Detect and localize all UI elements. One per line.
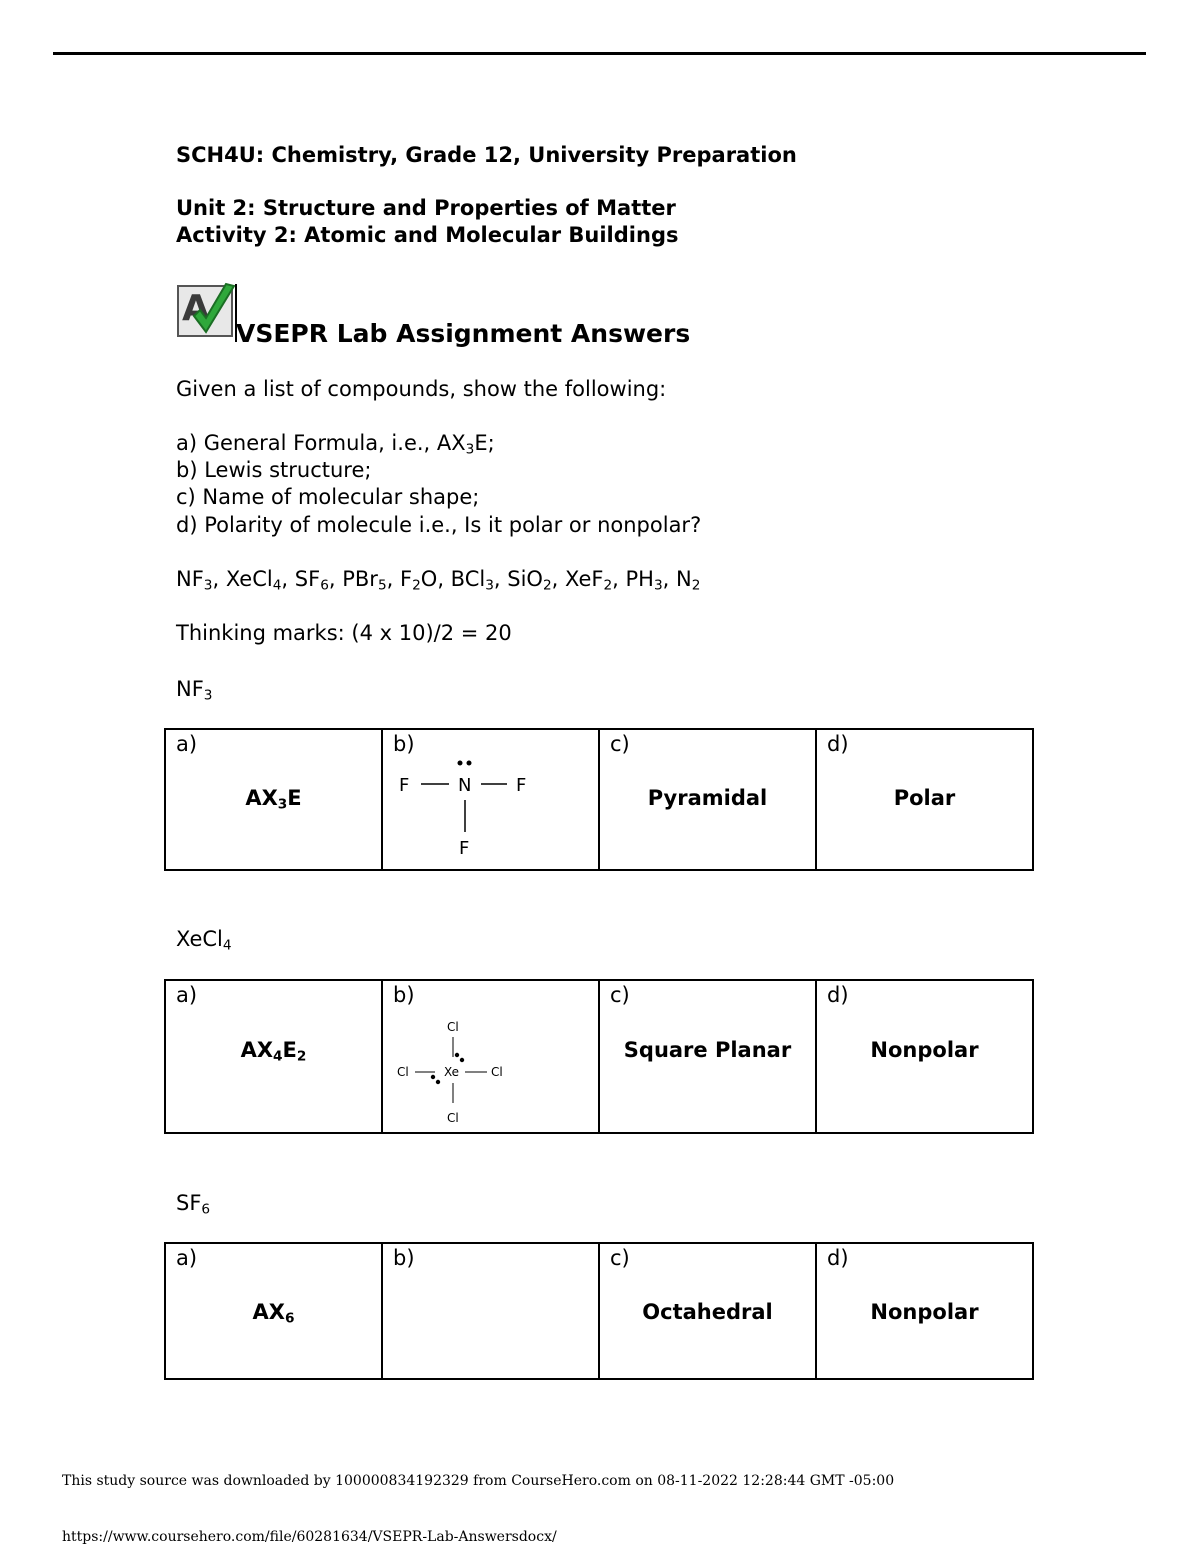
svg-text:F: F: [399, 775, 410, 796]
compound-item: XeCl$_4$,: [225, 567, 295, 594]
compound-item: BCl$_3$,: [450, 567, 508, 594]
cell-lewis: b): [382, 1243, 599, 1379]
molecular-shape: Pyramidal: [647, 786, 768, 810]
compound-heading-sf6: $SF_6$: [176, 1191, 211, 1218]
cell-shape: c) Square Planar: [599, 980, 816, 1133]
compound-item: SiO$_2$,: [507, 567, 566, 594]
answer-table-xecl4: [164, 979, 1034, 1134]
instruction-c: c) Name of molecular shape;: [176, 485, 480, 509]
compound-list: [176, 567, 701, 594]
molecular-shape: Octahedral: [642, 1300, 773, 1324]
cell-shape: c) Pyramidal: [599, 729, 816, 870]
answer-table-sf6: [164, 1242, 1034, 1380]
svg-text:Cl: Cl: [397, 1065, 409, 1079]
instruction-b: b) Lewis structure;: [176, 458, 372, 482]
cell-lewis: b) F N F F: [382, 729, 599, 870]
general-formula: $AX_4E_2$: [240, 1038, 307, 1065]
assignment-checkmark-icon: [176, 282, 240, 344]
compound-heading-xecl4: XeCl$_4$: [176, 927, 232, 954]
compound-item: PBr$_5$,: [342, 567, 400, 594]
compound-item: XeF$_2$,: [565, 567, 626, 594]
course-title: SCH4U: Chemistry, Grade 12, University Preparation: [176, 143, 797, 167]
page-title: VSEPR Lab Assignment Answers: [236, 319, 691, 348]
svg-text:F: F: [516, 775, 527, 796]
svg-text:Cl: Cl: [491, 1065, 503, 1079]
polarity: Nonpolar: [870, 1038, 979, 1062]
svg-text:Cl: Cl: [447, 1020, 459, 1034]
cell-shape: c) Octahedral: [599, 1243, 816, 1379]
compound-heading-nf3: $NF_3$: [176, 677, 213, 704]
polarity: Nonpolar: [870, 1300, 979, 1324]
compound-item: $F_2O$,: [400, 567, 451, 594]
cell-formula: a) $AX_4E_2$: [165, 980, 382, 1133]
instruction-a: a) General Formula, i.e., $AX_3E$;: [176, 431, 495, 458]
compound-item: $N_2$: [676, 567, 701, 594]
unit-title: Unit 2: Structure and Properties of Matter: [176, 196, 676, 220]
lewis-structure-xecl4: [383, 981, 599, 1132]
compound-item: $SF_6$,: [294, 567, 343, 594]
instruction-d: d) Polarity of molecule i.e., Is it polar or nonpolar?: [176, 513, 702, 537]
svg-text:Xe: Xe: [444, 1065, 460, 1079]
top-rule: [53, 52, 1146, 55]
source-url[interactable]: https://www.coursehero.com/file/60281634/VSEPR-Lab-Answersdocx/: [62, 1529, 557, 1545]
cell-polarity: d) Nonpolar: [816, 980, 1033, 1133]
cell-lewis: b) Cl Cl Xe Cl Cl: [382, 980, 599, 1133]
compound-item: $NF_3$,: [176, 567, 226, 594]
general-formula: $AX_6$: [252, 1300, 295, 1327]
polarity: Polar: [893, 786, 956, 810]
cell-polarity: d) Nonpolar: [816, 1243, 1033, 1379]
general-formula: $AX_3E$: [245, 786, 302, 813]
cell-formula: a) $AX_6$: [165, 1243, 382, 1379]
activity-title: Activity 2: Atomic and Molecular Buildings: [176, 223, 679, 247]
compound-item: $PH_3$,: [625, 567, 677, 594]
download-notice: This study source was downloaded by 100000834192329 from CourseHero.com on 08-11-2022 12:28:44 GMT -05:00: [62, 1473, 895, 1489]
svg-text:N: N: [458, 775, 472, 796]
svg-text:Cl: Cl: [447, 1111, 459, 1125]
thinking-marks: Thinking marks: (4 x 10)/2 = 20: [176, 621, 512, 645]
intro-text: Given a list of compounds, show the following:: [176, 377, 667, 401]
answer-table-nf3: [164, 728, 1034, 871]
lewis-structure-nf3: [383, 730, 599, 869]
molecular-shape: Square Planar: [623, 1038, 792, 1062]
svg-text:F: F: [459, 838, 470, 859]
cell-formula: a) $AX_3E$: [165, 729, 382, 870]
cell-polarity: d) Polar: [816, 729, 1033, 870]
svg-text:A: A: [182, 288, 210, 329]
